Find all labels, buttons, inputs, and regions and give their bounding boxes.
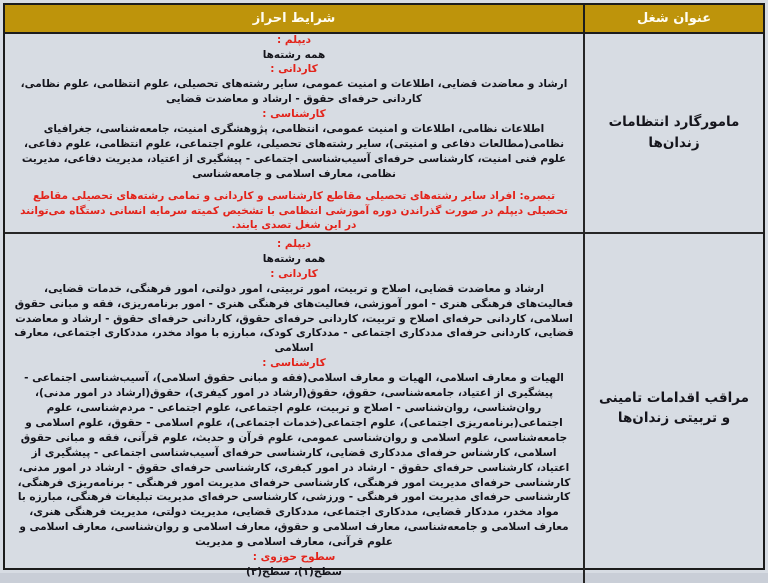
section-text: همه رشته‌ها [262,252,326,265]
section-text: الهیات و معارف اسلامی، الهیات و معارف اسلامی(فقه و مبانی حقوق اسلامی)، آسیب‌شناسی اجتماعی - پیشگیری از اعتیاد، جامعه‌شناسی، حقوق، حقوق(ارشاد در امور کیفری)، حقوق(ارشاد در امور مدنی)، روان‌شناسی، روان‌شناسی - اصلاح و تربیت، علوم اجتماعی، علوم اجتماعی - مردم‌شناسی، علوم اجتماعی(برنامه‌ریزی اجتماعی)، علوم اجتماعی(خدمات اجتماعی)، علوم اسلامی - حقوق، علوم اسلامی و جامعه‌شناسی، علوم اسلامی و روان‌شناسی عمومی، علوم قرآن و حدیث، علوم قرآنی، فقه و مبانی حقوق اسلامی، کارشناس حرفه‌ای مددکاری قضایی، کارشناسی حرفه‌ای آسیب‌شناسی اجتماعی - پیشگیری از اعتیاد، کارشناسی حرفه‌ای حقوق - ارشاد در امور کیفری، کارشناسی حرفه‌ای حقوق - ارشاد در امور مدنی، کارشناسی حرفه‌ای مدیریت امور فرهنگی، کارشناسی حرفه‌ای مدیریت امور فرهنگی - برنامه‌ریزی فرهنگی، کارشناسی حرفه‌ای مدیریت امور فرهنگی - ورزشی، کارشناسی حرفه‌ای مدیریت تبلیغات فرهنگی، مبارزه با مواد مخدر، مددکار قضایی، مددکاری اجتماعی، مددکاری قضایی، مدیریت دولتی، مدیریت فرهنگی هنری، معارف اسلامی و جامعه‌شناسی، معارف اسلامی و حقوق، معارف اسلامی و روان‌شناسی، معارف اسلامی و علوم قرآنی، معارف اسلامی و مدیریت [17,372,571,549]
job-title-cell: مامورگارد انتظامات زندان‌ها [583,34,763,232]
section-text: ارشاد و معاضدت قضایی، اصلاح و تربیت، امور تربیتی، امور دولتی، امور فرهنگی، خدمات قضایی، فعالیت‌های فرهنگی هنری - امور آموزشی، فعالیت‌های فرهنگی هنری - امور برنامه‌ریزی، فقه و مبانی حقوق اسلامی، کاردانی حرفه‌ای اصلاح و تربیت، کاردانی حرفه‌ای حقوق، کاردانی حرفه‌ای حقوق - ارشاد و معاضدت قضایی، کاردانی حرفه‌ای مددکاری اجتماعی - مددکاری کودک، مبارزه با مواد مخدر، مددکاری اجتماعی، معارف اسلامی [14,282,574,355]
section-label: کاردانی : [270,267,318,280]
section-text: همه رشته‌ها [262,48,326,61]
section-text: اطلاعات نظامی، اطلاعات و امنیت عمومی، انتظامی، پژوهشگری امنیت، جامعه‌شناسی، جغرافیای نظامی(مطالعات دفاعی و امنیتی)، سایر رشته‌های تحصیلی، علوم اجتماعی، علوم انتظامی، علوم دفاعی، علوم فنی امنیت، کارشناسی حرفه‌ای آسیب‌شناسی اجتماعی - پیشگیری از اعتیاد، مدیریت دفاعی، مدیریت نظامی، معارف اسلامی و جامعه‌شناسی [21,123,567,180]
section-label: کارشناسی : [262,108,326,121]
section-label: سطوح حوزوی : [252,551,336,564]
conditions-cell [5,234,583,583]
header-cell-job-title: عنوان شغل [583,5,763,32]
table-row [5,34,763,232]
section-text: ارشاد و معاضدت قضایی، اطلاعات و امنیت عمومی، سایر رشته‌های تحصیلی، علوم انتظامی، علوم نظامی، کاردانی حرفه‌ای حقوق - ارشاد و معاضدت قضایی [20,78,568,106]
section-label: دیپلم : [277,34,311,46]
section-label: کارشناسی : [262,357,326,370]
section-label: کاردانی : [270,63,318,76]
header-row [5,5,763,34]
table-body [5,34,763,583]
table-grid [3,3,765,578]
section-label: دیپلم : [277,238,311,250]
conditions-cell [5,34,583,232]
job-title-cell: مراقب اقدامات تامینی و تربیتی زندان‌ها [583,234,763,583]
section-text: سطح(۱)، سطح(۲) [246,565,342,578]
table-row [5,232,763,583]
header-cell-conditions: شرایط احراز [252,11,336,26]
note-text: تبصره: افراد سایر رشته‌های تحصیلی مقاطع کارشناسی و کاردانی و تمامی رشته‌های تحصیلی مقاطع تحصیلی دیپلم در صورت گذراندن دوره آموزشی انتظامی با تشخیص کمیته سرمایه انسانی دستگاه می‌توانند در این شغل تصدی یابند. [20,189,568,232]
